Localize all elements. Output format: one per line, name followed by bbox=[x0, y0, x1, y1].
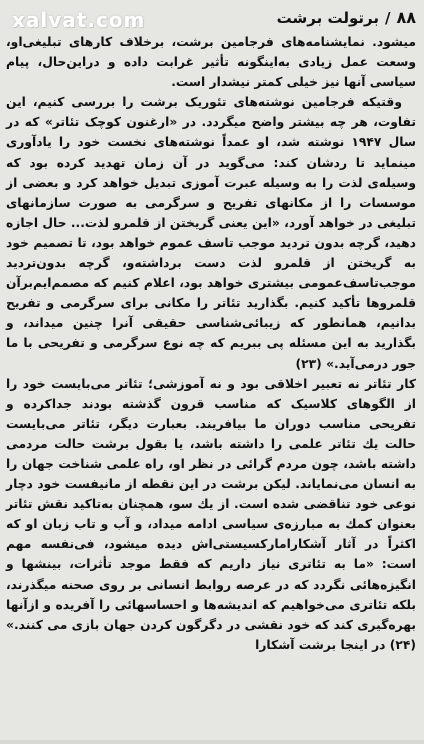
running-header bbox=[277, 8, 416, 27]
paragraph: وقتیکه فرجامین نوشته‌های تئوریک برشت را بررسی کنیم، این تفاوت، هر چه بیشتر واضح میگردد. در «ارغنون کوچک تئاتر» که در سال ۱۹۴۷ نوشته شد، او عمداً نوشته‌های نخست خود را یادآوری مینماید تا ردشان کند: می‌گوید در آن زمان تهدید کرده بود که وسیله‌ی لذت را به وسیله عبرت آموزی تبدیل خواهد کرد و بعضی از موسسات را از مکانهای تفریح و سرگرمی به صورت سازمانهای تبلیغی در خواهد آورد، «این یعنی گریختن از قلمرو لذت... حال اجازه دهید، گرچه بدون تردید موجب تاسف عموم خواهد بود، تا تصمیم خود به گریختن از قلمرو لذت دست برداشته‌و، گرچه بدون‌تردید موجب‌تاسف‌عمومی بیشتری خواهد بود، اعلام کنیم که مصمم‌ایم‌برآن قلمروها تأکید کنیم. بگذارید تئاتر را مکانی برای سرگرمی و تفریح بدانیم، همانطور که زیبائی‌شناسی حقیقی آنرا چنین میداند، و بگذارید به این مسئله پی ببریم که چه نوع سرگرمی و تفریحی با ما جور درمی‌آید.» (۲۳) bbox=[6, 95, 416, 371]
page-number: ۸۸ bbox=[396, 8, 416, 27]
page-bottom-edge bbox=[0, 740, 424, 744]
header-separator: / bbox=[384, 9, 391, 27]
body-text bbox=[6, 32, 416, 655]
paragraph: کار تئاتر نه تعبیر اخلاقی بود و نه آموزشی؛ تئاتر می‌بایست خود را از الگوهای کلاسیک که مناسب قرون گذشته بودند جداکرده و تفریحی مناسب دوران ما بیافریند. بعبارت دیگر، تئاتر می‌بایست حالت یك تئاتر علمی را داشته باشد، یا بقول برشت حالت مردمی داشته باشد، چون مردم گرائی در نظر او، راه علمی شناخت جهان را به انسان می‌نمایاند. لیکن برشت در این نقطه از مانیفست خود دچار نوعی خود تناقضی شده است. از یك سو، همچنان به‌تاکید نقش تئاتر بعنوان کمك به مبارزه‌ی سیاسی ادامه میداد، و آب و تاب زبان او که اکثراً در آثار آشکارامارکسیستی‌اش دیده میشود، فی‌نفسه مهم است: «ما به تئاتری نیاز داریم که فقط موجد تأثرات، بینشها و انگیزه‌هائی نگردد که در عرصه روابط انسانی بر روی صحنه میگذرند، بلکه تئاتری می‌خواهیم که اندیشه‌ها و احساسهائی را آفریده و ازآنها بهره‌گیری کند که خود نقشی در دگرگون کردن جهان بازی می کنند.» (۲۴) در اینجا برشت آشکارا bbox=[6, 376, 416, 652]
paragraph: میشود. نمایشنامه‌های فرجامین برشت، برخلاف کارهای تبلیغی‌او، وسعت عمل زیادی به‌اینگونه تأثیر غرابت داده و دراین‌حال، پیام سیاسی آنها نیز خیلی کمتر نیشدار است. bbox=[6, 35, 416, 90]
running-title: برتولت برشت bbox=[276, 9, 379, 27]
site-watermark: xalvat.com bbox=[12, 8, 146, 32]
